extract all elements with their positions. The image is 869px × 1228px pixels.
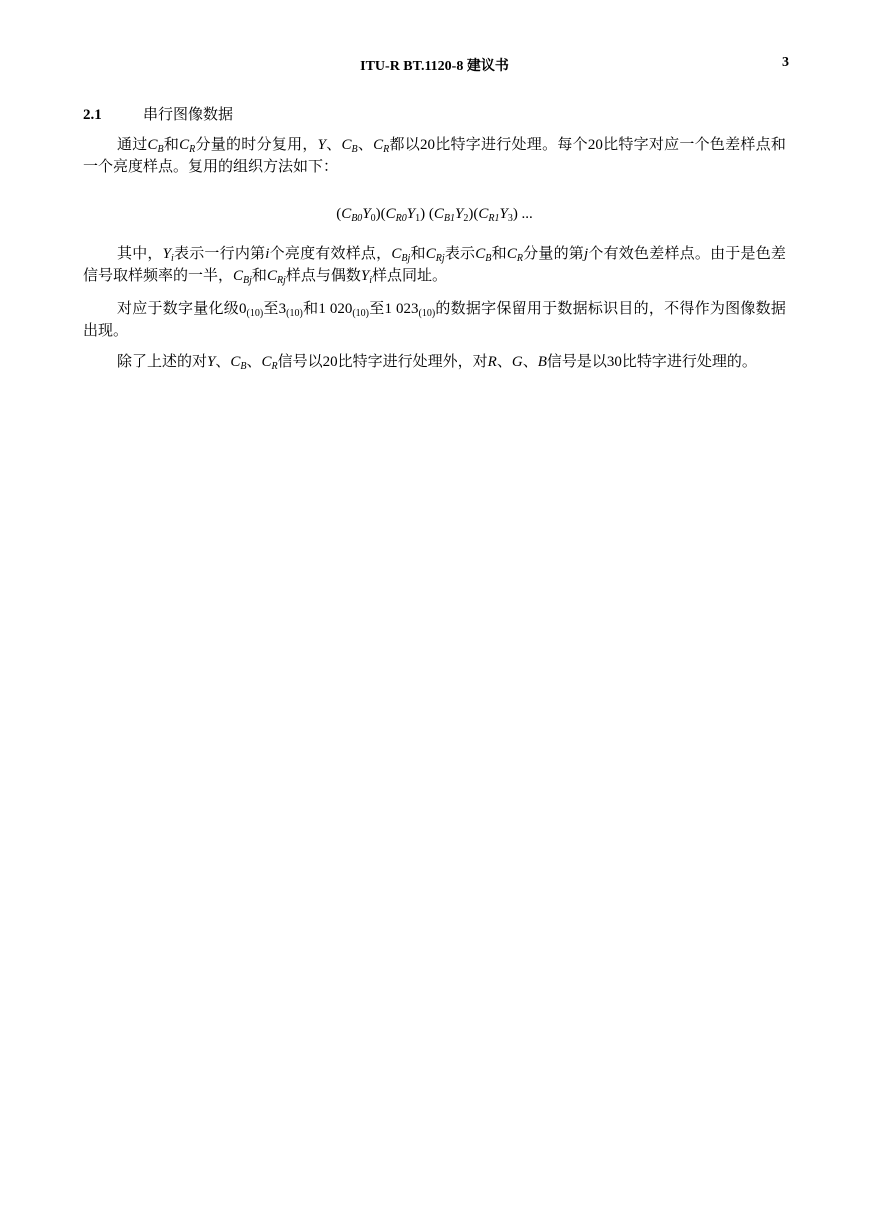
section-title: 串行图像数据 <box>143 107 234 123</box>
symbol-y: Y <box>455 206 464 222</box>
symbol-c: C <box>230 354 241 370</box>
text-run: 、 <box>215 354 231 370</box>
text-run: 和 <box>491 246 507 262</box>
symbol-y: Y <box>406 206 416 222</box>
text-run: 除了上述的对 <box>117 354 208 370</box>
text-run: 样点同址。 <box>371 268 447 284</box>
subscript: B1 <box>443 213 455 224</box>
text-run: 、 <box>246 354 262 370</box>
symbol-y: Y <box>317 137 326 153</box>
symbol-c: C <box>425 246 436 262</box>
text-run: 个有效色差样点。由于是色差信号取样频率的一半， <box>83 246 786 284</box>
subscript: 1 <box>415 213 421 224</box>
text-run: 通过 <box>117 137 148 153</box>
subscript: i <box>369 275 372 286</box>
symbol-y: Y <box>162 246 171 262</box>
text-run: 的数据字保留用于数据标识目的，不得作为图像数据出现。 <box>83 301 786 339</box>
symbol-c: C <box>385 206 396 222</box>
subscript: (10) <box>352 308 370 319</box>
subscript: R1 <box>488 213 500 224</box>
formula-text: )( <box>468 206 479 222</box>
subscript: 2 <box>463 213 469 224</box>
symbol-g: G <box>511 354 523 370</box>
subscript: R <box>189 144 196 155</box>
symbol-i: i <box>265 246 270 262</box>
symbol-c: C <box>391 246 402 262</box>
symbol-c: C <box>233 268 244 284</box>
subscript: (10) <box>286 308 303 319</box>
paragraph-rgb-processing <box>83 351 786 373</box>
text-run: 个亮度有效样点， <box>269 246 392 262</box>
subscript: i <box>170 253 174 264</box>
symbol-y: Y <box>362 206 371 222</box>
subscript: R <box>383 144 390 155</box>
symbol-c: C <box>266 268 277 284</box>
subscript: 3 <box>507 213 513 224</box>
text-run: 信号以20比特字进行处理外，对 <box>277 354 488 370</box>
symbol-c: C <box>261 354 272 370</box>
symbol-c: C <box>147 137 158 153</box>
subscript: B <box>240 361 247 372</box>
text-run: 、 <box>357 137 374 153</box>
symbol-c: C <box>341 137 352 153</box>
subscript: Bj <box>401 253 411 264</box>
subscript: B <box>351 144 358 155</box>
paragraph-reserved-levels <box>83 298 786 342</box>
text-run: 信号是以30比特字进行处理的。 <box>546 354 757 370</box>
symbol-c: C <box>478 206 489 222</box>
symbol-c: C <box>373 137 384 153</box>
text-run: 分量的第 <box>522 246 584 262</box>
paragraph-multiplexing <box>83 134 786 178</box>
subscript: B <box>485 253 492 264</box>
text-run: 、 <box>496 354 512 370</box>
text-run: 和 <box>251 268 267 284</box>
symbol-r: R <box>487 354 497 370</box>
subscript: B0 <box>351 213 363 224</box>
symbol-c: C <box>179 137 190 153</box>
subscript: Rj <box>276 275 286 286</box>
text-run: 、 <box>325 137 342 153</box>
subscript: Rj <box>435 253 445 264</box>
text-run: 对应于数字量化级0 <box>117 301 247 317</box>
symbol-c: C <box>506 246 517 262</box>
symbol-c: C <box>341 206 352 222</box>
multiplex-formula <box>0 203 869 225</box>
formula-text: ( <box>336 206 342 222</box>
page-number: 3 <box>782 55 789 70</box>
text-run: 和 <box>163 137 180 153</box>
section-number: 2.1 <box>83 107 102 123</box>
text-run: 其中， <box>117 246 163 262</box>
symbol-c: C <box>433 206 444 222</box>
text-run: 表示一行内第 <box>173 246 266 262</box>
subscript: R <box>271 361 278 372</box>
subscript: (10) <box>246 308 264 319</box>
section-heading <box>83 104 233 126</box>
text-run: 样点与偶数 <box>285 268 361 284</box>
text-run: 分量的时分复用， <box>195 137 318 153</box>
subscript: 0 <box>370 213 376 224</box>
symbol-y: Y <box>499 206 508 222</box>
formula-text: ) ... <box>512 206 533 222</box>
symbol-c: C <box>475 246 486 262</box>
text-run: 至3 <box>263 301 287 317</box>
formula-text: ) ( <box>420 206 434 222</box>
page-header <box>0 55 869 77</box>
text-run: 表示 <box>444 246 476 262</box>
symbol-j: j <box>584 246 589 262</box>
subscript: R0 <box>395 213 407 224</box>
subscript: B <box>157 144 164 155</box>
symbol-y: Y <box>360 268 370 284</box>
subscript: Bj <box>243 275 252 286</box>
symbol-y: Y <box>207 354 216 370</box>
text-run: 和 <box>410 246 426 262</box>
symbol-b: B <box>537 354 547 370</box>
document-title: ITU-R BT.1120-8 建议书 <box>360 59 509 74</box>
subscript: R <box>516 253 523 264</box>
text-run: 和1 020 <box>302 301 353 317</box>
text-run: 都以20比特字进行处理。每个20比特字对应一个色差样点和一个亮度样点。复用的组织方法如下： <box>83 137 786 175</box>
paragraph-sample-definition <box>83 243 786 287</box>
subscript: (10) <box>418 308 436 319</box>
text-run: 至1 023 <box>369 301 419 317</box>
formula-text: )( <box>375 206 386 222</box>
text-run: 、 <box>522 354 538 370</box>
